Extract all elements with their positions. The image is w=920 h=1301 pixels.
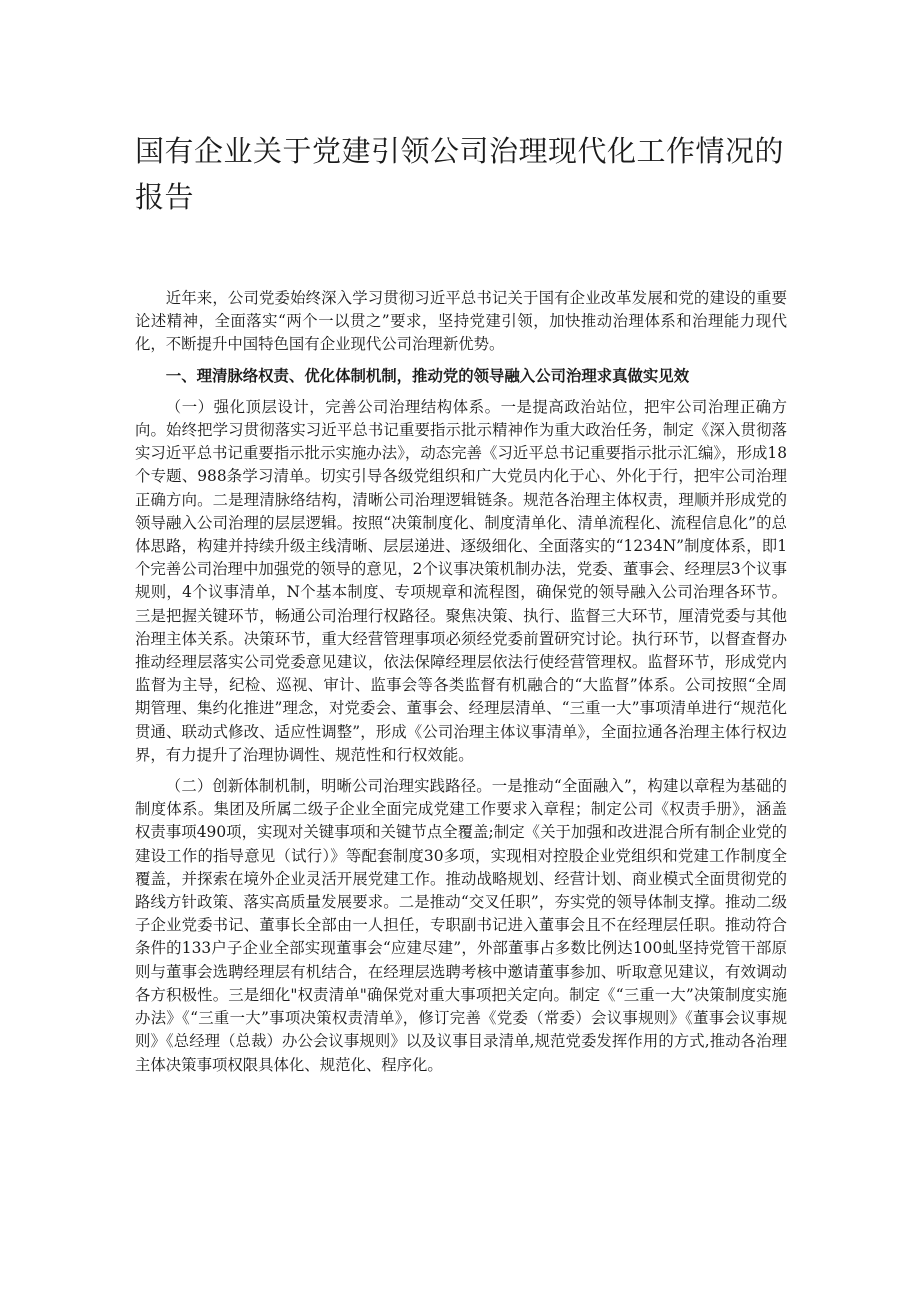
section-heading-1: 一、理清脉络权责、优化体制机制，推动党的领导融入公司治理求真做实见效 (165, 366, 690, 385)
document-page (135, 128, 787, 1077)
document-title: 国有企业关于党建引领公司治理现代化工作情况的报告 (135, 134, 785, 214)
subsection-paragraph-1: （一）强化顶层设计，完善公司治理结构体系。一是提高政治站位，把牢公司治理正确方向。始终把学习贯彻落实习近平总书记重要指示批示精神作为重大政治任务，制定《深入贯彻落实习近平总书记重要指示批示实施办法》，动态完善《习近平总书记重要指示批示汇编》，形成18个专题、988条学习清单。切实引导各级党组织和广大党员内化于心、外化于行，把牢公司治理正确方向。二是理清脉络结构，清晰公司治理逻辑链条。规范各治理主体权责，理顺并形成党的领导融入公司治理的层层逻辑。按照“决策制度化、制度清单化、清单流程化、流程信息化”的总体思路，构建并持续升级主线清晰、层层递进、逐级细化、全面落实的“1234N”制度体系，即1个完善公司治理中加强党的领导的意见，2个议事决策机制办法，党委、董事会、经理层3个议事规则，4个议事清单，N个基本制度、专项规章和流程图，确保党的领导融入公司治理各环节。三是把握关键环节，畅通公司治理行权路径。聚焦决策、执行、监督三大环节，厘清党委与其他治理主体关系。决策环节，重大经营管理事项必须经党委前置研究讨论。执行环节，以督查督办推动经理层落实公司党委意见建议，依法保障经理层依法行使经营管理权。监督环节，形成党内监督为主导，纪检、巡视、审计、监事会等各类监督有机融合的“大监督”体系。公司按照“全周期管理、集约化推进”理念，对党委会、董事会、经理层清单、“三重一大”事项清单进行“规范化贯通、联动式修改、适应性调整”，形成《公司治理主体议事清单》，全面拉通各治理主体行权边界，有力提升了治理协调性、规范性和行权效能。 (135, 397, 787, 764)
subsection-paragraph-2: （二）创新体制机制，明晰公司治理实践路径。一是推动“全面融入”，构建以章程为基础的制度体系。集团及所属二级子企业全面完成党建工作要求入章程；制定公司《权责手册》，涵盖权责事项490项，实现对关键事项和关键节点全覆盖;制定《关于加强和改进混合所有制企业党的建设工作的指导意见（试行）》等配套制度30多项，实现相对控股企业党组织和党建工作制度全覆盖，并探索在境外企业灵活开展党建工作。推动战略规划、经营计划、商业模式全面贯彻党的路线方针政策、落实高质量发展要求。二是推动“交叉任职”，夯实党的领导体制支撑。推动二级子企业党委书记、董事长全部由一人担任，专职副书记进入董事会且不在经理层任职。推动符合条件的133户子企业全部实现董事会“应建尽建”，外部董事占多数比例达100虬坚持党管干部原则与董事会选聘经理层有机结合，在经理层选聘考核中邀请董事参加、听取意见建议，有效调动各方积极性。三是细化"权责清单"确保党对重大事项把关定向。制定《“三重一大”决策制度实施办法》《“三重一大”事项决策权责清单》，修订完善《党委（常委）会议事规则》《董事会议事规则》《总经理（总裁）办公会议事规则》以及议事目录清单,规范党委发挥作用的方式,推动各治理主体决策事项权限具体化、规范化、程序化。 (135, 777, 787, 1074)
intro-paragraph: 近年来，公司党委始终深入学习贯彻习近平总书记关于国有企业改革发展和党的建设的重要论述精神，全面落实“两个一以贯之”要求，坚持党建引领，加快推动治理体系和治理能力现代化，不断提升中国特色国有企业现代公司治理新优势。 (135, 289, 787, 354)
